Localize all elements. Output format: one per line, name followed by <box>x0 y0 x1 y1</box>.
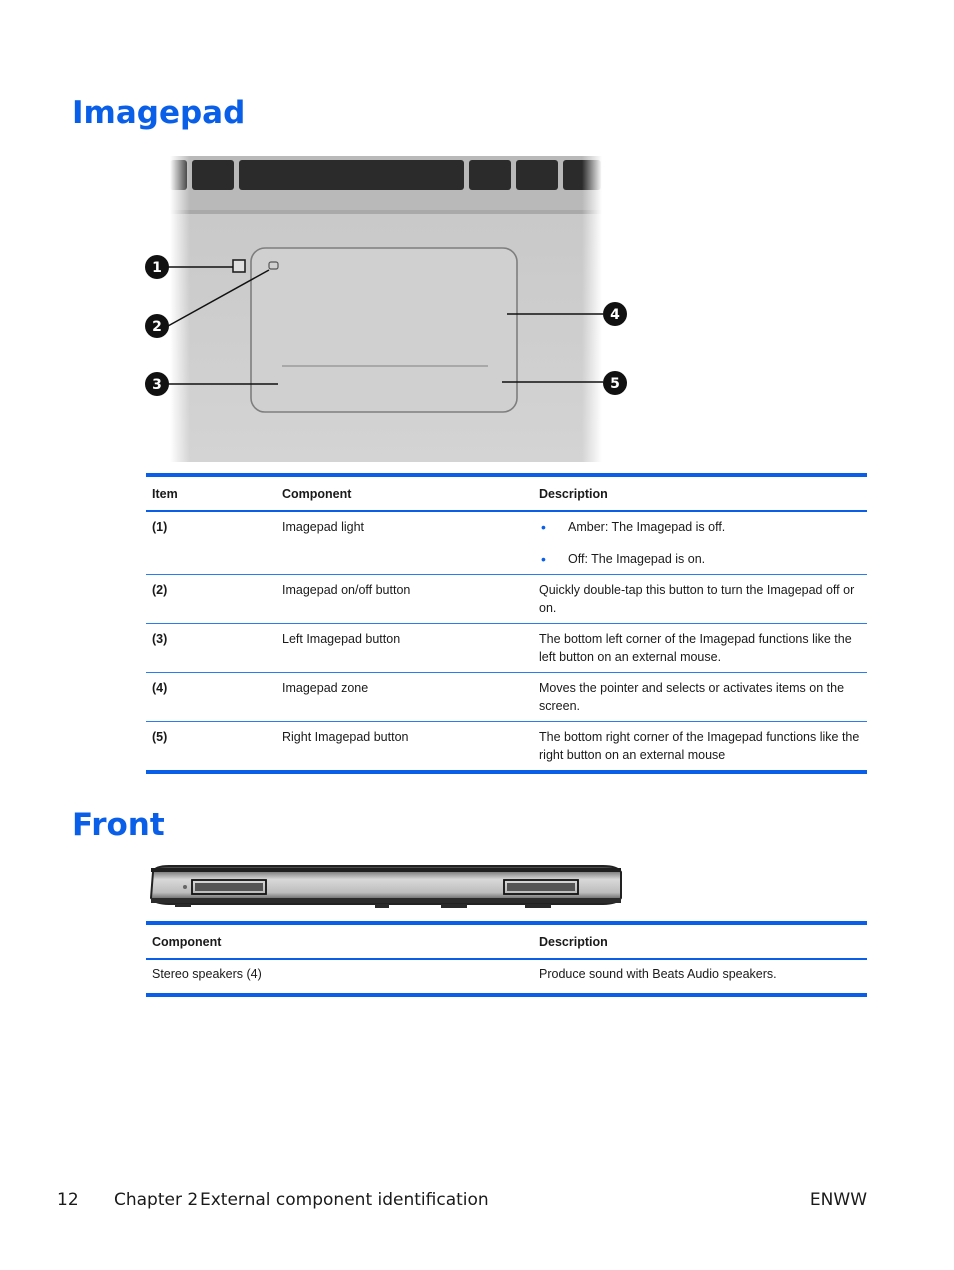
description-cell <box>533 511 867 575</box>
callout-3 <box>145 372 169 396</box>
description-text: The bottom right corner of the Imagepad functions like the right button on an external mouse <box>539 730 860 762</box>
laptop-front-photo <box>145 862 627 914</box>
section-heading-imagepad: Imagepad <box>72 95 246 131</box>
table-row <box>146 673 867 722</box>
touchpad <box>251 248 517 412</box>
component-name: Imagepad zone <box>282 681 369 695</box>
header-component: Component <box>282 487 352 501</box>
description-text: Produce sound with Beats Audio speakers. <box>539 967 777 981</box>
page-number: 12 <box>57 1190 79 1210</box>
imagepad-illustration <box>140 150 640 462</box>
description-bullets <box>539 518 861 568</box>
svg-text:3: 3 <box>152 377 162 393</box>
callout-5 <box>603 371 627 395</box>
table-row <box>146 624 867 673</box>
table-row <box>146 959 867 995</box>
component-name: Right Imagepad button <box>282 730 409 744</box>
front-view-illustration <box>145 862 627 914</box>
imagepad-components-table <box>146 473 867 774</box>
callout-1 <box>145 255 169 279</box>
header-component: Component <box>152 935 222 949</box>
callout-2 <box>145 314 169 338</box>
item-number: (5) <box>152 730 168 744</box>
component-name: Imagepad on/off button <box>282 583 411 597</box>
header-item: Item <box>152 487 178 501</box>
svg-text:1: 1 <box>152 260 162 276</box>
description-text: The bottom left corner of the Imagepad functions like the left button on an external mouse. <box>539 632 852 664</box>
front-components-table <box>146 921 867 997</box>
table-row <box>146 575 867 624</box>
item-number: (3) <box>152 632 168 646</box>
table-header-row <box>146 923 867 959</box>
section-heading-front: Front <box>72 807 165 843</box>
component-name: Left Imagepad button <box>282 632 401 646</box>
bullet-item: • Off: The Imagepad is on. <box>541 551 706 567</box>
svg-text:4: 4 <box>610 307 620 323</box>
table-header-row <box>146 475 867 511</box>
table-row <box>146 722 867 773</box>
header-description: Description <box>539 935 608 949</box>
footer-doc-code: ENWW <box>809 1190 867 1210</box>
description-text: Moves the pointer and selects or activates items on the screen. <box>539 681 845 713</box>
bullet-item: • Amber: The Imagepad is off. <box>541 519 726 535</box>
bullet-dot-icon: • <box>541 519 546 535</box>
table-row <box>146 511 867 575</box>
imagepad-light-icon <box>233 260 245 272</box>
svg-text:2: 2 <box>152 319 162 335</box>
item-number: (1) <box>152 520 168 534</box>
item-number: (4) <box>152 681 168 695</box>
footer-chapter-title: External component identification <box>200 1190 489 1210</box>
item-number: (2) <box>152 583 168 597</box>
description-text: Quickly double-tap this button to turn the Imagepad off or on. <box>539 583 855 615</box>
header-description: Description <box>539 487 608 501</box>
footer-chapter: Chapter 2 <box>114 1190 199 1210</box>
imagepad-photo <box>140 150 640 462</box>
bullet-dot-icon: • <box>541 551 546 567</box>
component-name: Imagepad light <box>282 520 365 534</box>
component-name: Stereo speakers (4) <box>152 967 262 981</box>
callout-4 <box>603 302 627 326</box>
svg-text:5: 5 <box>610 376 620 392</box>
